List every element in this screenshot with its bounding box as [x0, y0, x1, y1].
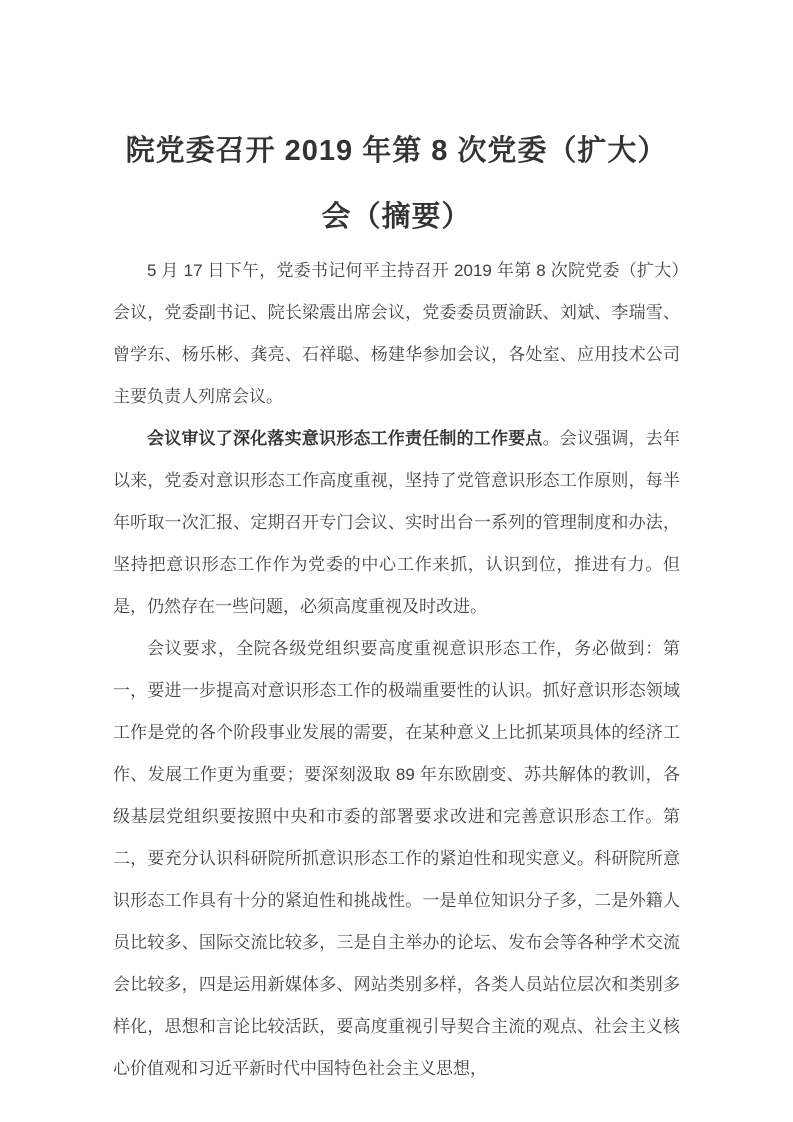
paragraph-meeting-review	[113, 418, 680, 628]
document-title-line-2: 会（摘要）	[321, 201, 472, 233]
document-title	[113, 118, 680, 250]
paragraph-meeting-attendance-text: 5 月 17 日下午，党委书记何平主持召开 2019 年第 8 次院党委（扩大）会议，党委副书记、院长梁震出席会议，党委委员贾渝跃、刘斌、李瑞雪、曾学东、杨乐彬、龚亮、石祥聪、杨建华参加会议，各处室、应用技术公司主要负责人列席会议。	[113, 261, 680, 406]
document-content	[0, 118, 793, 1090]
paragraph-meeting-attendance	[113, 250, 680, 418]
paragraph-meeting-review-bold-lead: 会议审议了深化落实意识形态工作责任制的工作要点	[147, 429, 543, 448]
paragraph-meeting-requirements	[113, 628, 680, 1090]
paragraph-meeting-requirements-text: 会议要求，全院各级党组织要高度重视意识形态工作，务必做到：第一，要进一步提高对意识形态工作的极端重要性的认识。抓好意识形态领域工作是党的各个阶段事业发展的需要，在某种意义上比抓某项具体的经济工作、发展工作更为重要；要深刻汲取 89 年东欧剧变、苏共解体的教训，各级基层党组织要按照中央和市委的部署要求改进和完善意识形态工作。第二，要充分认识科研院所抓意识形态工作的紧迫性和现实意义。科研院所意识形态工作具有十分的紧迫性和挑战性。一是单位知识分子多，二是外籍人员比较多、国际交流比较多，三是自主举办的论坛、发布会等各种学术交流会比较多，四是运用新媒体多、网站类别多样，各类人员站位层次和类别多样化，思想和言论比较活跃，要高度重视引导契合主流的观点、社会主义核心价值观和习近平新时代中国特色社会主义思想，	[113, 639, 680, 1078]
paragraph-meeting-review-text: 。会议强调，去年以来，党委对意识形态工作高度重视，坚持了党管意识形态工作原则，每半年听取一次汇报、定期召开专门会议、实时出台一系列的管理制度和办法，坚持把意识形态工作作为党委的中心工作来抓，认识到位，推进有力。但是，仍然存在一些问题，必须高度重视及时改进。	[113, 429, 681, 616]
document-title-line-1: 院党委召开 2019 年第 8 次党委（扩大）	[125, 135, 668, 167]
